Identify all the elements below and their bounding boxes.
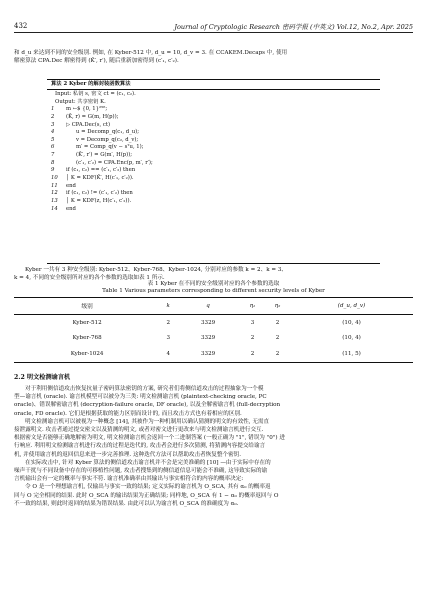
- table-cell: 2: [265, 346, 290, 362]
- table-header-row: [14, 298, 413, 315]
- algorithm-step: [51, 206, 380, 214]
- table-cell: (10, 4): [342, 335, 361, 342]
- step-number: 9: [51, 167, 55, 174]
- step-number: 6: [51, 144, 55, 151]
- algorithm-step: [51, 106, 380, 114]
- step-code: │ K = KDF(K̄′, H(c′₁, c′₂)).: [66, 175, 134, 182]
- step-number: 4: [51, 129, 55, 136]
- table-cell: Kyber-1024: [14, 346, 160, 362]
- para-line: 回与 O 完全相同的结果. 此时 O_SCA 的输出结果为正确结果; 同样地, O_SCA 有 1 − α₀ 的概率返回与 O: [14, 492, 279, 499]
- step-number: 5: [51, 136, 55, 143]
- step-number: 7: [51, 152, 55, 159]
- para-line: 接泄露明文. 攻击者通过提交密文以及猜测的明文, 或者对密文进行更改来与明文检测谕言机进行交互.: [14, 427, 264, 434]
- step-code: end: [66, 205, 76, 212]
- section-heading: 2.2 明文检测谕言机: [14, 374, 71, 381]
- header-rule: [14, 32, 413, 33]
- intro-line: 和 d_u 来达到不同的安全级别. 例如, 在 Kyber-512 中, d_u = 10, d_v = 3. 在 CCAKEM.Decaps 中, 使用: [14, 50, 288, 56]
- step-code: (c′₁, c′₂) = CPA.Enc(p, m′, r′);: [76, 159, 153, 166]
- column-header: 级别: [14, 298, 160, 315]
- para-line: 令 O 是一个理想谕言机, 仅输出与事实一致的结果; 定义实际的谕言机为 O_SCA, 其有 α₀ 的概率返: [25, 484, 271, 491]
- body-paragraph: [14, 385, 413, 418]
- step-code: v = Decomp_q(c₂, d_v);: [76, 136, 139, 143]
- table-cell: 3329: [176, 346, 240, 362]
- step-number: 10: [51, 175, 58, 182]
- algorithm-step: [51, 114, 380, 122]
- step-code: ▷ CPA.Dec(s, ct): [66, 121, 111, 128]
- para-line: oracle)、错误解密谕言机 (decryption-failure oracle, DF oracle), 以及全解密谕言机 (full-decryption: [14, 402, 281, 409]
- step-code: if (c₁, c₂) != (c′₁, c′₂) then: [66, 190, 133, 197]
- para-line: k = 4, 不同的安全级别所对应的各个参数的选取如表 1 所示.: [14, 275, 165, 282]
- algorithm-input: Input: 私钥 s, 密文 ct = (c₁, c₂).: [55, 91, 136, 97]
- algorithm-step: [51, 190, 380, 198]
- table-cell: Kyber-512: [72, 319, 102, 326]
- parameter-table: [14, 297, 413, 363]
- table-cell: 2: [240, 346, 265, 362]
- body-paragraph: [14, 459, 413, 484]
- table-cell: 2: [275, 319, 280, 326]
- step-number: 1: [51, 106, 55, 113]
- column-header: η₁: [240, 298, 265, 315]
- page-number: 432: [14, 22, 28, 30]
- table-caption-en: Table 1 Various parameters corresponding to different security levels of Kyber: [102, 288, 325, 294]
- para-line: 对于利用侧信道攻击恢复抗量子密码算法密钥的方案, 研究者们将侧信道攻击的过程抽象为一个模: [25, 386, 264, 392]
- step-number: 11: [51, 182, 58, 189]
- para-line: 型—谕言机 (oracle). 谕言机模型可以被分为三类: 明文检测谕言机 (plaintext-checking oracle, PC: [14, 394, 267, 401]
- intro-line: 解密算法 CPA.Dec 解密得到 (K̄′, r′), 随后重新加密得到 (c′₁, c′₂).: [14, 58, 179, 65]
- para-line: 机, 并使用谕言机的返回信息来进一步完善推理. 这种迭代方法可以帮助攻击者恢复整个密钥.: [14, 451, 242, 458]
- step-code: │ K = KDF(z, H(c′₁, c′₂)).: [66, 197, 132, 204]
- step-code: if (c₁, c₂) == (c′₁, c′₂) then: [66, 167, 136, 174]
- algorithm-box: [47, 79, 380, 264]
- algorithm-step: [51, 175, 380, 183]
- para-line: 明文检测谕言机可以被视为一种概念 [14], 其被作为一种机制用以确认猜测的明文的有效性, 无需直: [25, 418, 270, 425]
- step-number: 3: [51, 121, 55, 128]
- para-line: 在实际攻击中, 针对 Kyber 算法的侧信道攻击谕言机并不会是完美准确的 [10] —由于实际中存在的: [25, 459, 271, 466]
- step-code: (K̄′, r′) = G(m′, H(p));: [76, 152, 133, 159]
- intro-paragraph: [14, 49, 413, 65]
- para-line: 言机输出会有一定的概率与事实不符. 谕言机准确率由其输出与事实相符合的内容的概率决定:: [14, 476, 244, 483]
- column-header: η₂: [265, 298, 290, 315]
- algorithm-output: Output: 共享密钥 K.: [55, 98, 106, 105]
- step-code: m′ = Comp_q(v − sᵀu, 1);: [76, 144, 144, 151]
- step-number: 8: [51, 159, 55, 166]
- algorithm-step: [51, 167, 380, 175]
- table-cell: 3: [166, 335, 171, 342]
- para-line: 噪声干扰与不同设备中存在的可移植性问题, 攻击者搜集到的侧信道信息可能会不准确, 这导致实际的谕: [14, 468, 268, 475]
- running-header: [14, 20, 413, 34]
- para-line: Kyber 一共有 3 种安全级别: Kyber-512、Kyber-768、Kyber-1024, 分别对应的参数 k = 2、k = 3、: [25, 267, 287, 273]
- step-number: 14: [51, 205, 58, 212]
- table-row: [14, 331, 413, 347]
- table-cell: 2: [250, 335, 255, 342]
- step-code: u = Decomp_q(c₁, d_u);: [76, 129, 140, 136]
- para-line: 根据密文是否能够正确地解密为明文, 明文检测谕言机会返回一个二进制答案 (一般正确为 "1", 错误为 "0") 进: [14, 435, 285, 442]
- para-line: oracle, FD oracle). 它们是根据获取的能力区别而设计的, 而且攻击方式也有着相应的区别.: [14, 410, 242, 417]
- table-cell: 3329: [200, 335, 216, 342]
- step-number: 13: [51, 197, 58, 204]
- table-cell: 4: [160, 346, 176, 362]
- table-cell: Kyber-768: [72, 335, 102, 342]
- column-header: (d_u, d_v): [290, 298, 413, 315]
- algorithm-step: [51, 152, 380, 160]
- journal-title: Journal of Cryptologic Research 密码学报 (中英文) Vol.12, No.2, Apr. 2025: [174, 23, 413, 31]
- table-cell: (10, 4): [342, 319, 361, 326]
- step-code: end: [66, 182, 76, 189]
- algorithm-title: 算法 2 Kyber 的解封装函数算法: [47, 80, 380, 90]
- para-line: 不一致的结果, 则此时返回的结果为错误结果. 由此可以认为谕言机 O_SCA 的准确度为 α₀.: [14, 500, 239, 507]
- algorithm-step: [51, 129, 380, 137]
- algorithm-step: [51, 198, 380, 206]
- table-cell: 3: [250, 319, 255, 326]
- step-code: m ←$ {0, 1}²⁵⁶;: [66, 106, 108, 113]
- step-number: 2: [51, 113, 55, 120]
- step-number: 12: [51, 190, 58, 197]
- table-cell: 2: [275, 335, 280, 342]
- column-header: q: [176, 298, 240, 315]
- column-header: k: [160, 298, 176, 315]
- step-code: (K̄, r) = G(m, H(p));: [66, 113, 119, 120]
- algorithm-step: [51, 144, 380, 152]
- table-row: [14, 346, 413, 362]
- body-paragraph: [14, 418, 413, 459]
- para-line: 行响应. 利用明文检测谕言机进行攻击的过程是迭代的, 攻击者会进行多次猜测, 将猜测内容提交给谕言: [14, 443, 266, 450]
- table-row: [14, 315, 413, 331]
- table-caption-cn: 表 1 Kyber 在不同的安全级别对应的各个参数的选取: [147, 281, 280, 287]
- table-body: [14, 315, 413, 363]
- section-body: [14, 385, 413, 508]
- table-cell: (11, 5): [290, 346, 413, 362]
- table-cell: 2: [166, 319, 171, 326]
- body-paragraph: [14, 483, 413, 508]
- table-cell: 3329: [200, 319, 216, 326]
- algorithm-body: [47, 90, 380, 213]
